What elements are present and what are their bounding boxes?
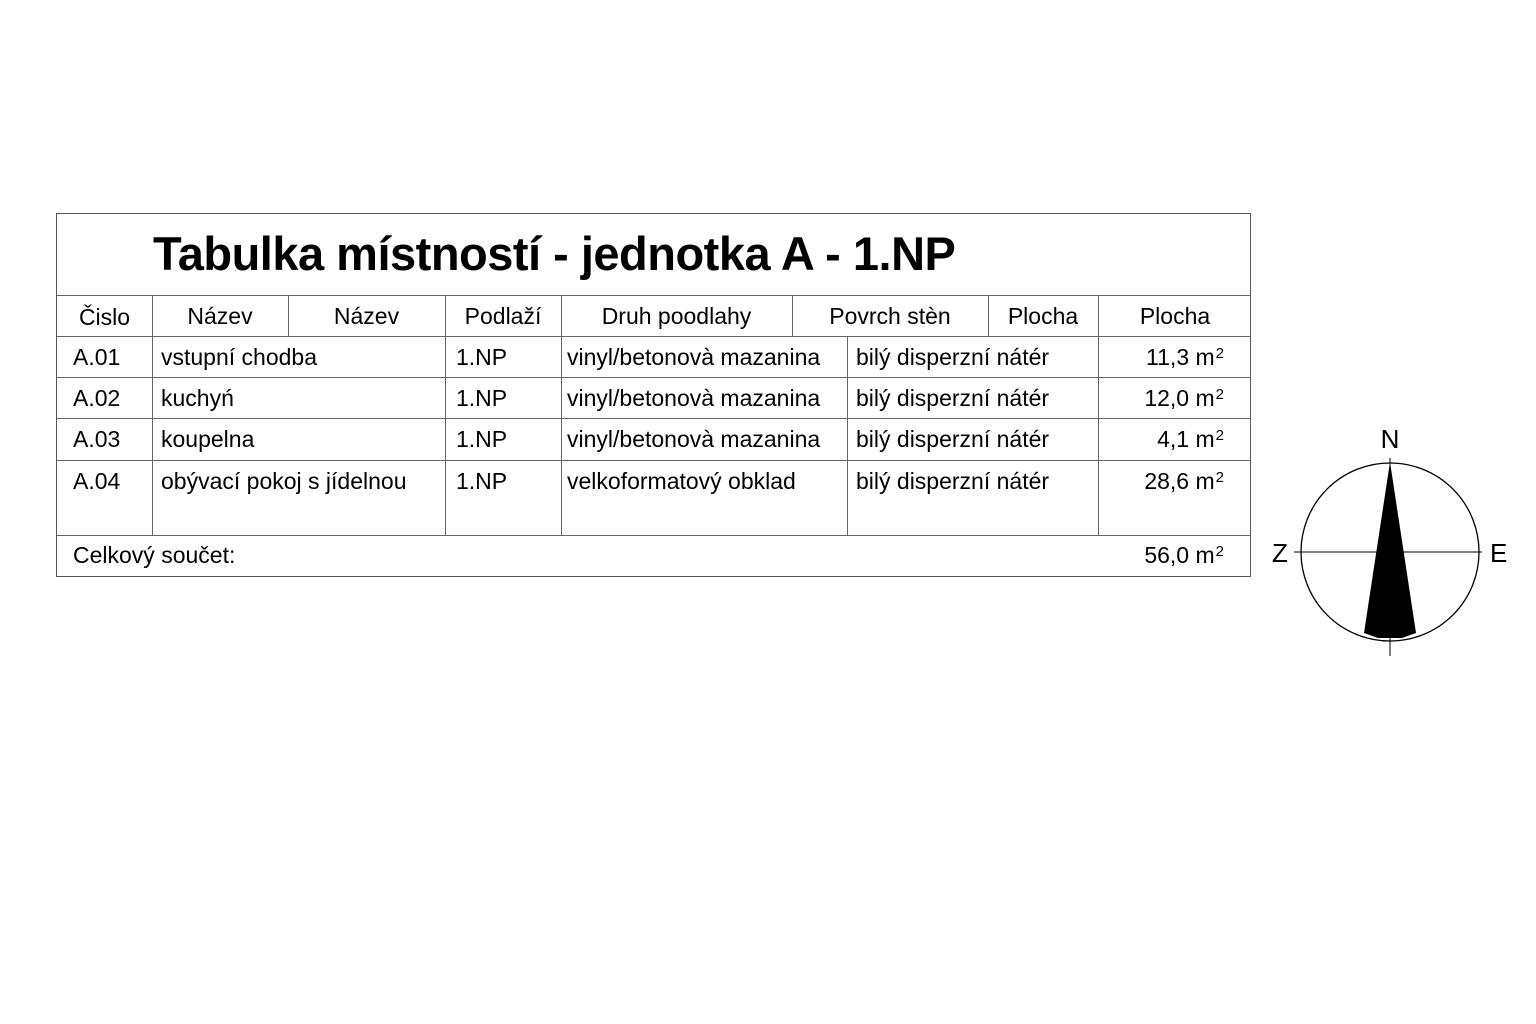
row-nazev: koupelna [161,426,255,452]
header-druh-podlahy: Druh poodlahy [601,303,752,329]
divider [57,377,1250,378]
row-druh-podlahy: vinyl/betonovà mazanina [567,385,821,411]
header-cislo: Čislo [78,304,131,330]
north-arrow-compass-icon [1268,420,1518,660]
room-table [56,213,1251,577]
row-nazev: vstupní chodba [161,344,318,370]
row-cislo: A.01 [73,344,121,370]
row-plocha: 12,0 $m^2$ [1144,385,1224,411]
total-value: 56,0 $m^2$ [1144,542,1224,568]
divider [57,295,1250,296]
divider [57,535,1250,536]
header-plocha: Plocha [1139,303,1211,329]
divider [57,418,1250,419]
compass-north-label: N [1380,424,1400,454]
compass-east-label: E [1490,538,1508,568]
total-label: Celkový součet: [73,542,236,568]
row-plocha: 4,1 $m^2$ [1157,426,1224,452]
row-cislo: A.02 [73,385,121,411]
row-povrch-sten: bilý disperzní nátér [856,468,1050,494]
divider [57,460,1250,461]
row-druh-podlahy: velkoformatový obklad [567,468,796,494]
header-nazev: Název [333,303,400,329]
compass-west-label: Z [1272,538,1288,568]
header-podlazi: Podlaží [464,303,542,329]
row-druh-podlahy: vinyl/betonovà mazanina [567,426,821,452]
divider [445,295,446,535]
north-needle-icon [1364,462,1416,638]
row-plocha: 11,3 $m^2$ [1146,344,1224,370]
header-plocha: Plocha [1007,303,1079,329]
row-podlazi: 1.NP [456,426,508,452]
row-povrch-sten: bilý disperzní nátér [856,385,1050,411]
header-povrch-sten: Povrch stèn [829,303,951,329]
row-cislo: A.04 [73,468,121,494]
divider [847,336,848,535]
row-druh-podlahy: vinyl/betonovà mazanina [567,344,821,370]
row-povrch-sten: bilý disperzní nátér [856,426,1050,452]
row-nazev: kuchyń [161,385,234,411]
header-nazev: Název [187,303,253,329]
row-podlazi: 1.NP [456,385,508,411]
row-plocha: 28,6 $m^2$ [1144,468,1224,494]
row-podlazi: 1.NP [456,468,508,494]
divider [152,295,153,535]
divider [1098,295,1099,535]
row-podlazi: 1.NP [456,344,508,370]
row-povrch-sten: bilý disperzní nátér [856,344,1050,370]
divider [561,295,562,535]
divider [57,336,1250,337]
row-nazev: obývací pokoj s jídelnou [161,468,407,494]
table-title: Tabulka místností - jednotka A - 1.NP [153,227,956,280]
row-cislo: A.03 [73,426,121,452]
